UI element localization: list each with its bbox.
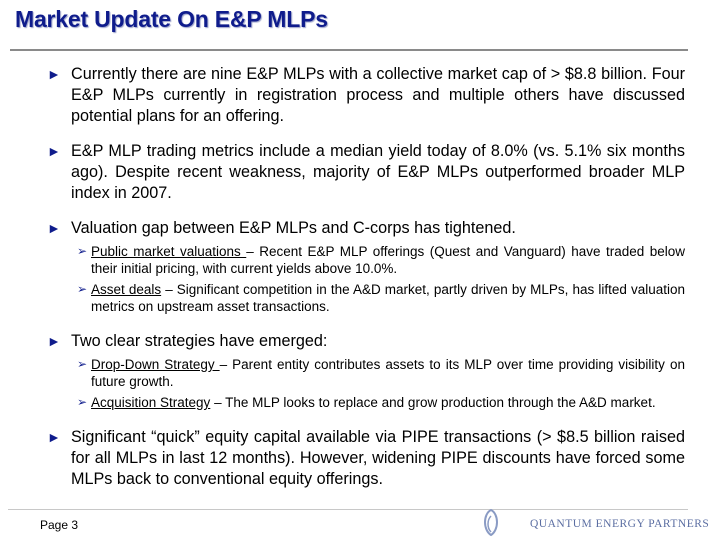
triangle-bullet-icon: ►: [47, 220, 61, 236]
sub-bullet-text: – Recent E&P MLP offerings (Quest and Vanguard) have traded below their initial pricing, with current yields above 10.0%.: [91, 244, 685, 276]
triangle-bullet-icon: ►: [47, 66, 61, 82]
sub-bullet-text: – Significant competition in the A&D market, partly driven by MLPs, has lifted valuation metrics on upstream asset transactions.: [91, 282, 685, 314]
sub-bullet-label: Drop-Down Strategy: [91, 357, 220, 372]
sub-bullet-label: Asset deals: [91, 282, 162, 297]
bullet-text: Significant “quick” equity capital available via PIPE transactions (> $8.5 billion raised for all MLPs in last 12 months). However, widening PIPE discounts have forced some MLPs back to conventional equity offerings.: [71, 428, 685, 488]
arrow-bullet-icon: ➢: [77, 244, 88, 258]
page-number: Page 3: [40, 518, 79, 532]
sub-bullet-label: Acquisition Strategy: [91, 395, 211, 410]
sub-bullet-item: [77, 243, 685, 277]
bullet-item: [47, 331, 685, 352]
sub-bullet-text: – The MLP looks to replace and grow production through the A&D market.: [210, 395, 656, 410]
bullet-item: [47, 141, 685, 204]
sub-bullet-item: [77, 281, 685, 315]
triangle-bullet-icon: ►: [47, 143, 61, 159]
arrow-bullet-icon: ➢: [77, 357, 88, 371]
bullet-text: E&P MLP trading metrics include a median yield today of 8.0% (vs. 5.1% six months ago). Despite recent weakness, majority of E&P MLPs outperformed broader MLP index in 2007.: [71, 142, 685, 202]
sub-bullet-label: Public market valuations: [91, 244, 247, 259]
bullet-item: [47, 64, 685, 127]
bullet-text: Two clear strategies have emerged:: [71, 332, 328, 350]
company-name-part1: QUANTUM: [530, 518, 593, 530]
sub-bullet-item: [77, 394, 685, 411]
bullet-text: Valuation gap between E&P MLPs and C-corps has tightened.: [71, 219, 516, 237]
quantum-logo-icon: [480, 508, 502, 538]
bullet-item: [47, 427, 685, 490]
sub-bullet-item: [77, 356, 685, 390]
bullet-group: [47, 218, 685, 315]
sub-bullet-text: – Parent entity contributes assets to its MLP over time providing visibility on future growth.: [91, 357, 685, 389]
arrow-bullet-icon: ➢: [77, 395, 88, 409]
triangle-bullet-icon: ►: [47, 429, 61, 445]
company-logo-text: [530, 518, 709, 530]
slide-title: Market Update On E&P MLPs: [15, 6, 328, 32]
content-area: [47, 64, 685, 504]
bullet-text: Currently there are nine E&P MLPs with a collective market cap of > $8.8 billion. Four E&P MLPs currently in registration process and multiple others have discussed potential plans for an offering.: [71, 65, 685, 125]
company-name-part2: ENERGY PARTNERS: [592, 518, 710, 530]
arrow-bullet-icon: ➢: [77, 282, 88, 296]
bullet-group: [47, 331, 685, 411]
triangle-bullet-icon: ►: [47, 333, 61, 349]
footer-divider: [8, 509, 688, 510]
title-divider: [10, 49, 688, 51]
bullet-item: [47, 218, 685, 239]
